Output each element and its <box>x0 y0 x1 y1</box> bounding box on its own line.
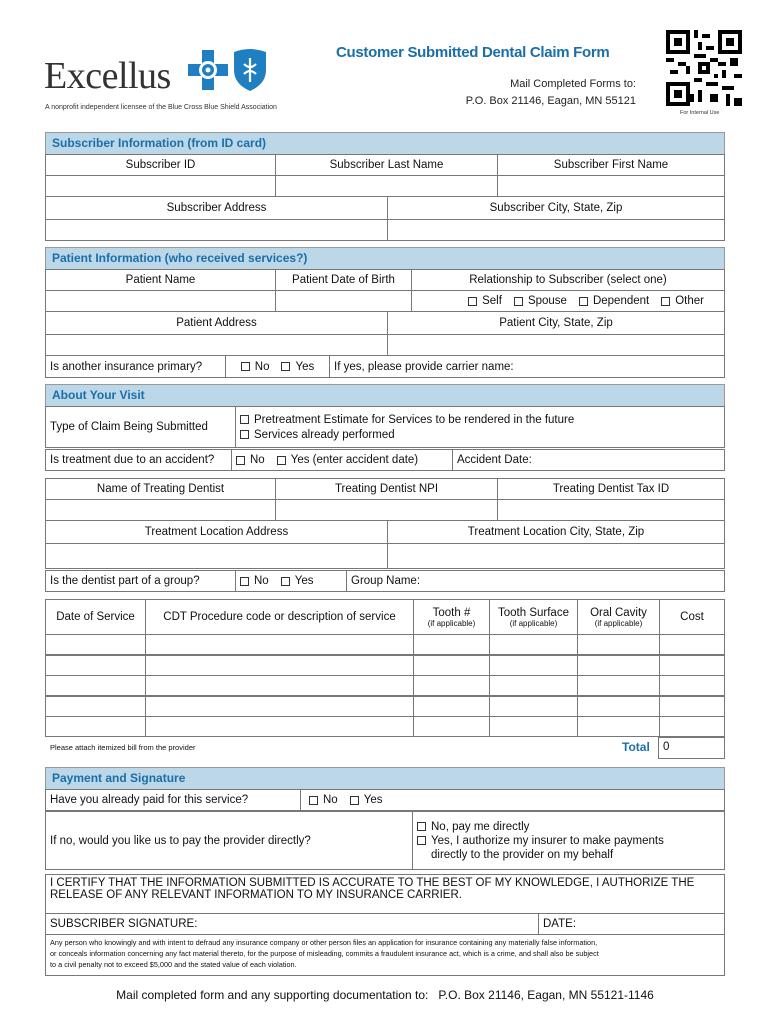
dentist-npi-field[interactable] <box>276 500 498 520</box>
qr-caption: For Internal Use <box>680 110 720 116</box>
blue-cross-icon <box>188 50 228 95</box>
checkbox-icon <box>240 577 249 586</box>
claim-type-row <box>45 406 725 448</box>
service-date-field[interactable] <box>46 697 146 716</box>
patient-section-heading: Patient Information (who received services?) <box>45 247 725 269</box>
footer-mail-note: Mail completed form and any supporting documentation to: P.O. Box 21146, Eagan, MN 55121-1146 <box>116 988 654 1002</box>
checkbox-icon <box>417 836 426 845</box>
paid-yes-option[interactable]: Yes <box>350 794 383 806</box>
patient-labels-row <box>45 269 725 291</box>
signature-label: SUBSCRIBER SIGNATURE: <box>50 918 198 930</box>
dentist-labels-row <box>45 478 725 500</box>
patient-address-labels-row <box>45 311 725 335</box>
tagline: A nonprofit independent licensee of the Blue Cross Blue Shield Association <box>45 104 277 111</box>
claim-type-options <box>236 407 724 447</box>
patient-name-field[interactable] <box>46 291 276 311</box>
other-insurance-yes-option[interactable]: Yes <box>281 361 314 373</box>
col-tooth-number: Tooth # (if applicable) <box>414 600 490 634</box>
dentist-name-field[interactable] <box>46 500 276 520</box>
signature-field[interactable] <box>46 914 539 934</box>
subscriber-city-field[interactable] <box>388 220 724 240</box>
service-tooth-number-field[interactable] <box>414 656 490 675</box>
signature-row <box>45 913 725 935</box>
service-cost-field[interactable] <box>660 656 724 675</box>
certify-line-1: I CERTIFY THAT THE INFORMATION SUBMITTED IS ACCURATE TO THE BEST OF MY KNOWLEDGE, I AUTHORIZE THE <box>50 877 695 889</box>
certify-block <box>45 874 725 914</box>
accident-date-label: Accident Date: <box>457 454 532 466</box>
relationship-options <box>412 291 724 311</box>
service-oral-cavity-field[interactable] <box>578 676 660 695</box>
patient-name-label: Patient Name <box>46 270 276 290</box>
subscriber-first-name-field[interactable] <box>498 176 724 196</box>
service-row <box>45 716 725 737</box>
subscriber-labels-row <box>45 154 725 176</box>
service-tooth-surface-field[interactable] <box>490 717 578 736</box>
qr-code-icon <box>666 30 742 111</box>
total-label: Total <box>622 740 650 754</box>
carrier-name-label: If yes, please provide carrier name: <box>334 360 514 373</box>
pay-me-directly-option[interactable]: No, pay me directly <box>417 821 529 833</box>
checkbox-icon <box>468 297 477 306</box>
service-date-field[interactable] <box>46 717 146 736</box>
service-cost-field[interactable] <box>660 717 724 736</box>
dentist-inputs-row <box>45 499 725 521</box>
group-label: Is the dentist part of a group? <box>46 571 236 591</box>
checkbox-icon <box>236 456 245 465</box>
service-date-field[interactable] <box>46 656 146 675</box>
service-cost-field[interactable] <box>660 697 724 716</box>
pay-provider-row <box>45 811 725 870</box>
checkbox-icon <box>350 796 359 805</box>
checkbox-icon <box>241 362 250 371</box>
payment-section-heading: Payment and Signature <box>45 767 725 789</box>
relationship-self-option[interactable]: Self <box>468 295 502 307</box>
other-insurance-options <box>226 356 330 377</box>
subscriber-last-name-label: Subscriber Last Name <box>276 155 498 175</box>
service-cost-field[interactable] <box>660 676 724 695</box>
paid-row <box>45 789 725 811</box>
fraud-line-3: to a civil penalty not to exceed $5,000 and the stated value of each violation. <box>50 960 297 969</box>
service-tooth-surface-field[interactable] <box>490 676 578 695</box>
service-oral-cavity-field[interactable] <box>578 656 660 675</box>
service-tooth-surface-field[interactable] <box>490 697 578 716</box>
pay-provider-option[interactable]: Yes, I authorize my insurer to make payments <box>417 835 664 847</box>
checkbox-icon <box>240 430 249 439</box>
service-cdt-field[interactable] <box>146 676 414 695</box>
col-tooth-surface: Tooth Surface (if applicable) <box>490 600 578 634</box>
service-date-field[interactable] <box>46 676 146 695</box>
date-field[interactable] <box>539 914 724 934</box>
dentist-name-label: Name of Treating Dentist <box>46 479 276 499</box>
relationship-label: Relationship to Subscriber (select one) <box>469 274 667 286</box>
pay-provider-option-line2: directly to the provider on my behalf <box>431 848 614 861</box>
service-tooth-surface-field[interactable] <box>490 656 578 675</box>
location-inputs-row <box>45 543 725 569</box>
carrier-name-field[interactable] <box>330 356 724 377</box>
service-oral-cavity-field[interactable] <box>578 635 660 654</box>
relationship-dependent-option[interactable]: Dependent <box>579 295 649 307</box>
patient-address-field[interactable] <box>46 335 388 355</box>
services-performed-option[interactable]: Services already performed <box>240 429 395 441</box>
service-row <box>45 696 725 717</box>
excellus-logo-text: Excellus <box>44 55 171 97</box>
checkbox-icon <box>281 577 290 586</box>
total-value-field[interactable]: 0 <box>658 737 725 759</box>
service-tooth-number-field[interactable] <box>414 676 490 695</box>
group-options <box>236 571 347 591</box>
mail-line-2: P.O. Box 21146, Eagan, MN 55121 <box>465 95 636 107</box>
checkbox-icon <box>417 822 426 831</box>
blue-shield-icon <box>232 48 268 97</box>
fraud-line-2: or conceals information concerning any fact material thereto, for the purpose of misleading, commits a fraudulent insurance act, which is a crime, and shall also be subject <box>50 949 599 958</box>
service-tooth-surface-field[interactable] <box>490 635 578 654</box>
accident-no-option[interactable]: No <box>236 454 265 466</box>
patient-dob-field[interactable] <box>276 291 412 311</box>
services-header-row <box>45 599 725 635</box>
location-labels-row <box>45 520 725 544</box>
patient-inputs-row <box>45 290 725 312</box>
group-no-option[interactable]: No <box>240 575 269 587</box>
other-insurance-row <box>45 355 725 378</box>
subscriber-city-label: Subscriber City, State, Zip <box>489 202 623 214</box>
subscriber-last-name-field[interactable] <box>276 176 498 196</box>
subscriber-id-field[interactable] <box>46 176 276 196</box>
group-row <box>45 570 725 592</box>
paid-options <box>301 790 724 810</box>
service-cdt-field[interactable] <box>146 656 414 675</box>
service-row <box>45 655 725 676</box>
patient-city-field[interactable] <box>388 335 724 355</box>
dentist-npi-label: Treating Dentist NPI <box>276 479 498 499</box>
service-cost-field[interactable] <box>660 635 724 654</box>
service-cdt-field[interactable] <box>146 697 414 716</box>
subscriber-first-name-label: Subscriber First Name <box>553 159 669 171</box>
location-address-field[interactable] <box>46 544 388 568</box>
col-cdt-procedure: CDT Procedure code or description of service <box>146 600 414 634</box>
pretreatment-option[interactable]: Pretreatment Estimate for Services to be rendered in the future <box>240 414 574 426</box>
attach-bill-note: Please attach itemized bill from the provider <box>50 743 196 752</box>
service-cdt-field[interactable] <box>146 717 414 736</box>
service-tooth-number-field[interactable] <box>414 717 490 736</box>
group-name-field[interactable] <box>347 571 724 591</box>
location-city-label: Treatment Location City, State, Zip <box>467 526 645 538</box>
location-address-label: Treatment Location Address <box>46 521 388 543</box>
certify-line-2: RELEASE OF ANY RELEVANT INFORMATION TO MY INSURANCE CARRIER. <box>50 889 462 901</box>
pay-provider-label: If no, would you like us to pay the provider directly? <box>46 812 413 869</box>
patient-address-inputs-row <box>45 334 725 356</box>
col-oral-cavity: Oral Cavity (if applicable) <box>578 600 660 634</box>
form-title: Customer Submitted Dental Claim Form <box>336 44 610 61</box>
service-tooth-number-field[interactable] <box>414 697 490 716</box>
patient-city-label: Patient City, State, Zip <box>499 317 613 329</box>
accident-row <box>45 449 725 471</box>
col-cost: Cost <box>680 611 704 623</box>
dentist-tax-id-field[interactable] <box>498 500 724 520</box>
service-row <box>45 634 725 655</box>
group-name-label: Group Name: <box>351 575 421 587</box>
subscriber-address-field[interactable] <box>46 220 388 240</box>
checkbox-icon <box>309 796 318 805</box>
subscriber-inputs-row <box>45 175 725 197</box>
accident-yes-option[interactable]: Yes (enter accident date) <box>277 454 418 466</box>
patient-dob-label: Patient Date of Birth <box>276 270 412 290</box>
service-oral-cavity-field[interactable] <box>578 697 660 716</box>
checkbox-icon <box>514 297 523 306</box>
patient-address-label: Patient Address <box>46 312 388 334</box>
checkbox-icon <box>281 362 290 371</box>
mail-line-1: Mail Completed Forms to: <box>510 78 636 90</box>
subscriber-section-heading: Subscriber Information (from ID card) <box>45 132 725 154</box>
col-date-of-service: Date of Service <box>46 600 146 634</box>
checkbox-icon <box>661 297 670 306</box>
subscriber-address-labels-row <box>45 196 725 220</box>
relationship-other-option[interactable]: Other <box>661 295 704 307</box>
dentist-tax-id-label: Treating Dentist Tax ID <box>552 483 670 495</box>
subscriber-address-inputs-row <box>45 219 725 241</box>
service-row <box>45 675 725 696</box>
paid-label: Have you already paid for this service? <box>46 790 301 810</box>
service-date-field[interactable] <box>46 635 146 654</box>
checkbox-icon <box>579 297 588 306</box>
service-cdt-field[interactable] <box>146 635 414 654</box>
accident-date-field[interactable] <box>453 450 724 470</box>
visit-section-heading: About Your Visit <box>45 384 725 406</box>
accident-label: Is treatment due to an accident? <box>46 450 232 470</box>
checkbox-icon <box>277 456 286 465</box>
service-tooth-number-field[interactable] <box>414 635 490 654</box>
claim-type-label: Type of Claim Being Submitted <box>46 407 236 447</box>
fraud-notice <box>45 934 725 976</box>
other-insurance-label: Is another insurance primary? <box>46 356 226 377</box>
pay-provider-options <box>413 812 724 869</box>
location-city-field[interactable] <box>388 544 724 568</box>
relationship-spouse-option[interactable]: Spouse <box>514 295 567 307</box>
other-insurance-no-option[interactable]: No <box>241 361 270 373</box>
checkbox-icon <box>240 415 249 424</box>
group-yes-option[interactable]: Yes <box>281 575 314 587</box>
subscriber-address-label: Subscriber Address <box>46 197 388 219</box>
service-oral-cavity-field[interactable] <box>578 717 660 736</box>
paid-no-option[interactable]: No <box>309 794 338 806</box>
subscriber-id-label: Subscriber ID <box>46 155 276 175</box>
date-label: DATE: <box>543 918 577 930</box>
fraud-line-1: Any person who knowingly and with intent to defraud any insurance company or other person files an application for insurance containing any materially false information, <box>50 938 598 947</box>
accident-options <box>232 450 453 470</box>
